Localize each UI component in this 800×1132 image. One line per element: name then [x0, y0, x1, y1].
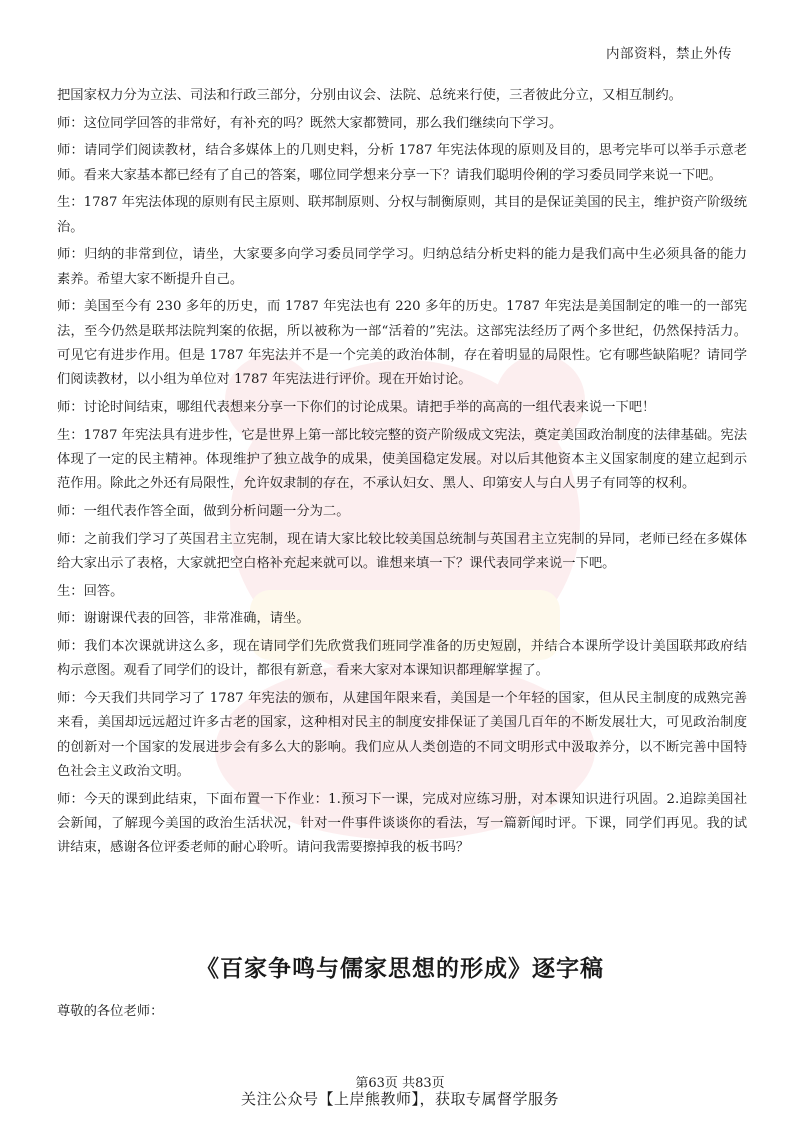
paragraph: 师：归纳的非常到位，请坐，大家要多向学习委员同学学习。归纳总结分析史料的能力是我们高中生必须具备的能力素养。希望大家不断提升自己。 — [57, 247, 747, 287]
paragraph: 师：这位同学回答的非常好，有补充的吗？既然大家都赞同，那么我们继续向下学习。 — [57, 115, 563, 131]
paragraph: 师：谢谢课代表的回答，非常准确，请坐。 — [57, 611, 310, 627]
transcript-body — [57, 84, 747, 864]
paragraph: 师：讨论时间结束，哪组代表想来分享一下你们的讨论成果。请把手举的高高的一组代表来说一下吧！ — [57, 400, 656, 415]
section-title: 《百家争鸣与儒家思想的形成》逐字稿 — [196, 956, 604, 982]
paragraph: 师：今天的课到此结束，下面布置一下作业：1.预习下一课，完成对应练习册，对本课知识进行巩固。2.追踪美国社会新闻，了解现今美国的政治生活状况，针对一件事件谈谈你的看法，写一篇新闻时评。下课，同学们再见。我的试讲结束，感谢各位评委老师的耐心聆听。请问我需要擦掉我的板书吗？ — [57, 791, 747, 856]
paragraph: 师：今天我们共同学习了 1787 年宪法的颁布，从建国年限来看，美国是一个年轻的国家，但从民主制度的成熟完善来看，美国却远远超过许多古老的国家，这种相对民主的制度安排保证了美国几百年的不断发展壮大，可见政治制度的创新对一个国家的发展进步会有多么大的影响。我们应从人类创造的不同文明形式中汲取养分，以不断完善中国特色社会主义政治文明。 — [57, 690, 747, 779]
paragraph: 师：之前我们学习了英国君主立宪制，现在请大家比较比较美国总统制与英国君主立宪制的异同，老师已经在多媒体给大家出示了表格，大家就把空白格补充起来就可以。谁想来填一下？课代表同学来说一下吧。 — [57, 531, 747, 571]
paragraph: 生：1787 年宪法具有进步性，它是世界上第一部比较完整的资产阶级成文宪法，奠定美国政治制度的法律基础。宪法体现了一定的民主精神。体现维护了独立战争的成果，使美国稳定发展。对以后其他资本主义国家制度的建立起到示范作用。除此之外还有局限性，允许奴隶制的存在，不承认妇女、黑人、印第安人与白人男子有同等的权利。 — [57, 427, 747, 492]
footer-service-note: 关注公众号【上岸熊教师】，获取专属督学服务 — [240, 1090, 559, 1108]
page-number: 第63页 共83页 — [355, 1076, 445, 1091]
paragraph: 师：一组代表作答全面，做到分析问题一分为二。 — [57, 504, 350, 519]
paragraph: 生：1787 年宪法体现的原则有民主原则、联邦制原则、分权与制衡原则，其目的是保证美国的民主，维护资产阶级统治。 — [57, 195, 747, 235]
header-notice: 内部资料，禁止外传 — [606, 46, 732, 62]
paragraph: 师：美国至今有 230 多年的历史，而 1787 年宪法也有 220 多年的历史。1787 年宪法是美国制定的唯一的一部宪法，至今仍然是联邦法院判案的依据，所以被称为一部“活着的”宪法。这部宪法经历了两个多世纪，仍然保持活力。可见它有进步作用。但是 1787 年宪法并不是一个完美的政治体制，存在着明显的局限性。它有哪些缺陷呢？请同学们阅读教材，以小组为单位对 1787 年宪法进行评价。现在开始讨论。 — [57, 299, 747, 388]
paragraph: 生：回答。 — [57, 583, 124, 599]
paragraph: 师：我们本次课就讲这么多，现在请同学们先欣赏我们班同学准备的历史短剧，并结合本课所学设计美国联邦政府结构示意图。观看了同学们的设计，都很有新意，看来大家对本课知识都理解掌握了。 — [57, 638, 747, 679]
paragraph: 把国家权力分为立法、司法和行政三部分，分别由议会、法院、总统来行使，三者彼此分立，又相互制约。 — [57, 88, 682, 103]
paragraph: 师：请同学们阅读教材，结合多媒体上的几则史料，分析 1787 年宪法体现的原则及目的，思考完毕可以举手示意老师。看来大家基本都已经有了自己的答案，哪位同学想来分享一下？请我们聪明伶俐的学习委员同学来说一下吧。 — [57, 143, 747, 183]
greeting: 尊敬的各位老师： — [57, 1004, 164, 1019]
